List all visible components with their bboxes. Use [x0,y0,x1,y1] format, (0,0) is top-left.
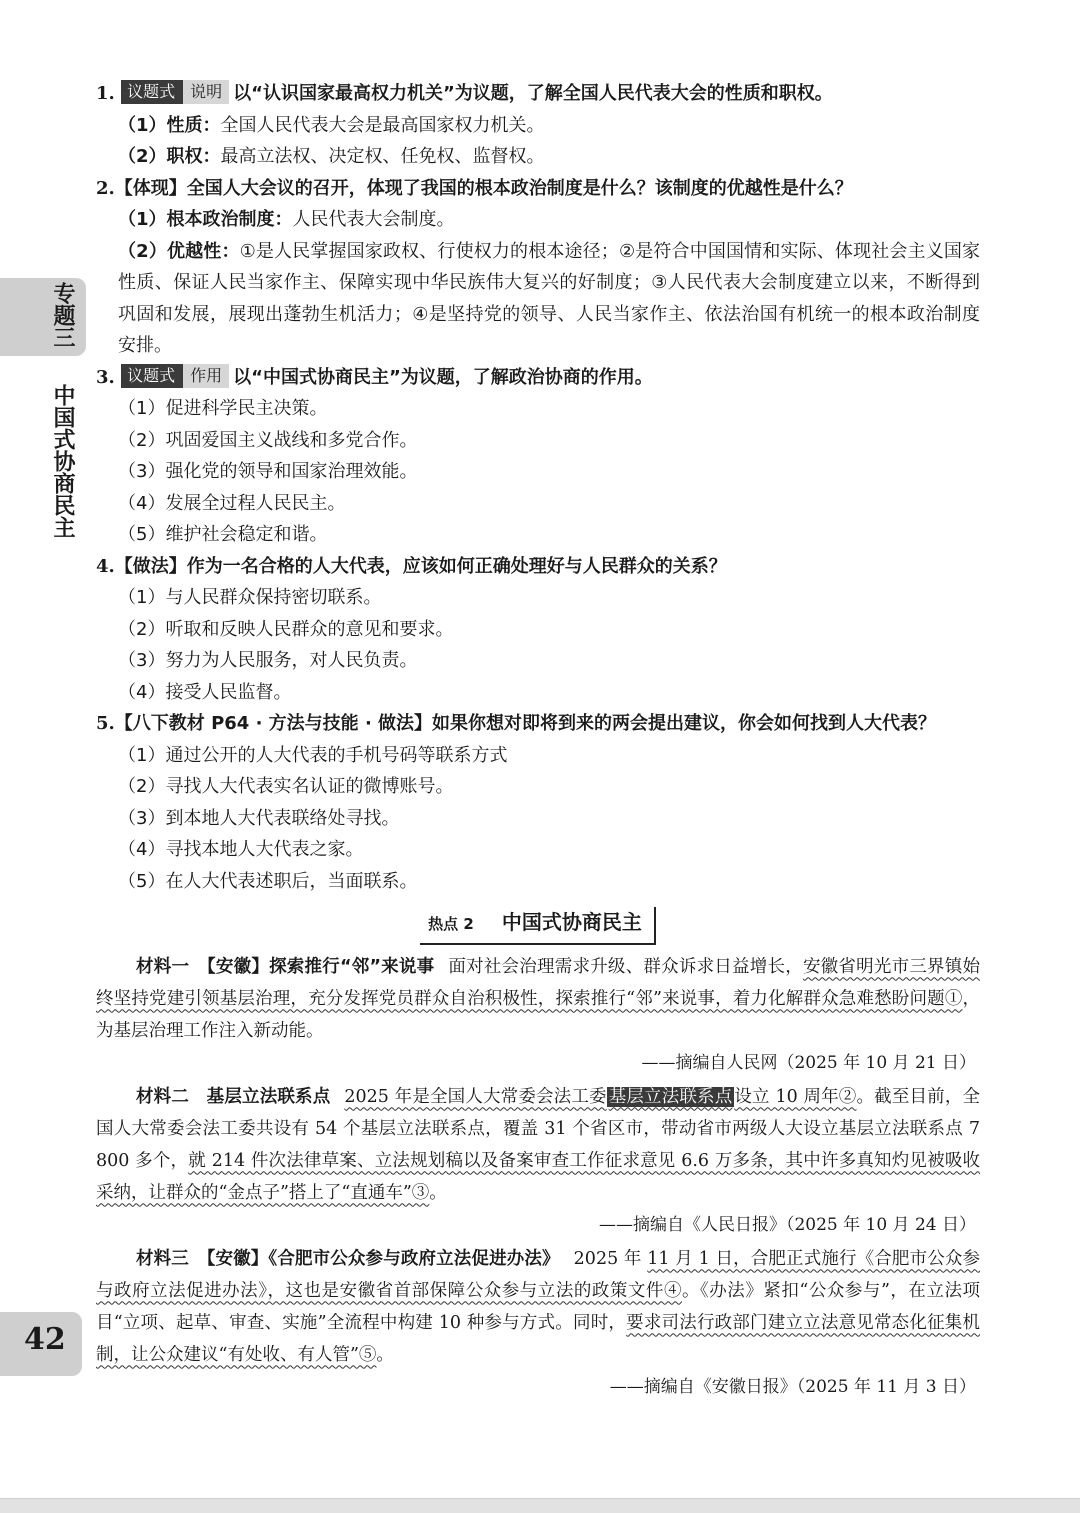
material-underlined-text: 2025 年是全国人大常委会法工委 [344,1086,607,1107]
question-text: 【做法】作为一名合格的人大代表，应该如何正确处理好与人民群众的关系？ [114,555,727,577]
tag-dark: 议题式 [121,364,183,388]
answer: （2）寻找人大代表实名认证的微博账号。 [118,776,454,797]
answer: （4）发展全过程人民民主。 [118,492,346,514]
material-text: 。 [376,1344,394,1365]
question-number: 5. [96,713,115,734]
material-text: ，为基层治理工作注入新动能。 [96,988,980,1041]
answer: （2）听取和反映人民群众的意见和要求。 [118,618,454,640]
material-underlined-text: 设立 10 周年② [734,1086,857,1107]
material-text: 。《办法》紧扣“公众参与”，在立法项目“立项、起草、审查、实施”全流程中构建 10 种参与方式。同时， [96,1280,980,1333]
answer-text: 全国人民代表大会是最高国家权力机关。 [220,114,545,136]
answer: （1）促进科学民主决策。 [118,398,328,419]
material-source: ——摘编自《人民日报》（2025 年 10 月 24 日） [598,1214,976,1235]
highlighted-text: 基层立法联系点 [608,1086,733,1107]
answer-text: ①是人民掌握国家政权、行使权力的根本途径；②是符合中国国情和实际、体现社会主义国家性质、保证人民当家作主、保障实现中华民族伟大复兴的好制度；③人民代表大会制度建立以来，不断得到巩固和发展，展现出蓬勃生机活力；④是坚持党的领导、人民当家作主、依法治国有机统一的根本政治制度安排。 [118,240,980,356]
answer-label: （1）性质： [118,114,221,136]
hotspot-heading [96,907,980,945]
question-number: 2. [96,177,115,199]
topic-label: 专题三 [50,282,75,348]
material-1 [96,951,980,1047]
material-underlined-text: 11 月 1 日，合肥正式施行《合肥市公众参与政府立法促进办法》，这也是安徽省首部保障公众参与立法的政策文件④ [96,1248,981,1301]
answer-text: 最高立法权、决定权、任免权、监督权。 [220,146,545,167]
material-text: 2025 年 [573,1248,648,1269]
hotspot-label: 热点 2 [428,915,474,933]
topic-tag [121,364,229,388]
answer: （4）寻找本地人大代表之家。 [118,839,364,860]
material-text: 。 [429,1182,447,1203]
material-source: ——摘编自人民网（2025 年 10 月 21 日） [641,1052,976,1073]
topic-tag [121,80,229,104]
answer-label: （1）根本政治制度： [118,209,293,230]
answer [96,236,980,362]
material-underlined-text: 要求司法行政部门建立立法意见常态化征集机制，让公众建议“有处收、有人管”⑤ [96,1312,981,1365]
page-number: 42 [24,1322,66,1357]
material-source: ——摘编自《安徽日报》（2025 年 11 月 3 日） [609,1376,976,1397]
question-1 [96,78,980,110]
tag-dark: 议题式 [121,80,183,104]
material-2 [96,1081,980,1209]
answer: （3）到本地人大代表联络处寻找。 [118,807,400,829]
answer [96,110,980,142]
material-heading: 材料二 基层立法联系点 [136,1086,331,1107]
question-5 [96,708,980,740]
tag-light: 作用 [183,364,229,388]
bottom-bar [0,1498,1080,1513]
question-text: 【八下教材 P64 · 方法与技能 · 做法】如果你想对即将到来的两会提出建议，你会如何找到人大代表？ [114,713,937,734]
answer: （3）强化党的领导和国家治理效能。 [118,461,418,482]
answer: （5）维护社会稳定和谐。 [118,524,328,545]
hotspot-box [420,907,656,945]
answer-text: 人民代表大会制度。 [292,209,455,230]
answer-label: （2）优越性： [118,240,240,262]
material-heading: 材料三 【安徽】《合肥市公众参与政府立法促进办法》 [136,1248,560,1269]
hotspot-title: 中国式协商民主 [501,910,642,934]
question-4 [96,551,980,583]
question-text: 以“认识国家最高权力机关”为议题，了解全国人民代表大会的性质和职权。 [233,83,833,104]
question-2 [96,173,980,205]
answer-label: （2）职权： [118,146,221,167]
material-text: 面对社会治理需求升级、群众诉求日益增长， [448,956,803,977]
material-heading: 材料一 【安徽】探索推行“邻”来说事 [136,956,435,977]
answer: （3）努力为人民服务，对人民负责。 [118,650,418,671]
material-3 [96,1243,980,1371]
material-underlined-text: 就 214 件次法律草案、立法规划稿以及备案审查工作征求意见 6.6 万多条，其中许多真知灼见被吸收采纳，让群众的“金点子”搭上了“直通车”③ [96,1150,981,1203]
answer: （1）通过公开的人大代表的手机号码等联系方式 [118,744,508,766]
answer [96,204,980,236]
question-number: 1. [96,83,115,104]
page-content [96,78,980,1403]
chapter-title: 中国式协商民主 [50,384,75,538]
question-number: 4. [96,555,115,577]
answer: （2）巩固爱国主义战线和多党合作。 [118,429,418,451]
material-text: 。截至目前，全国人大常委会法工委共设有 54 个基层立法联系点，覆盖 31 个省区市，带动省市两级人大设立基层立法联系点 7 800 多个， [96,1086,981,1171]
question-3 [96,362,980,394]
question-text: 以“中国式协商民主”为议题，了解政治协商的作用。 [233,366,653,388]
question-text: 【体现】全国人大会议的召开，体现了我国的根本政治制度是什么？该制度的优越性是什么？ [114,177,853,199]
answer: （5）在人大代表述职后，当面联系。 [118,870,418,892]
material-underlined-text: 安徽省明光市三界镇始终坚持党建引领基层治理，充分发挥党员群众自治积极性，探索推行“邻”来说事，着力化解群众急难愁盼问题① [96,956,981,1009]
question-number: 3. [96,366,115,388]
tag-light: 说明 [183,80,229,104]
answer [96,141,980,173]
answer: （4）接受人民监督。 [118,681,292,703]
answer: （1）与人民群众保持密切联系。 [118,587,382,608]
